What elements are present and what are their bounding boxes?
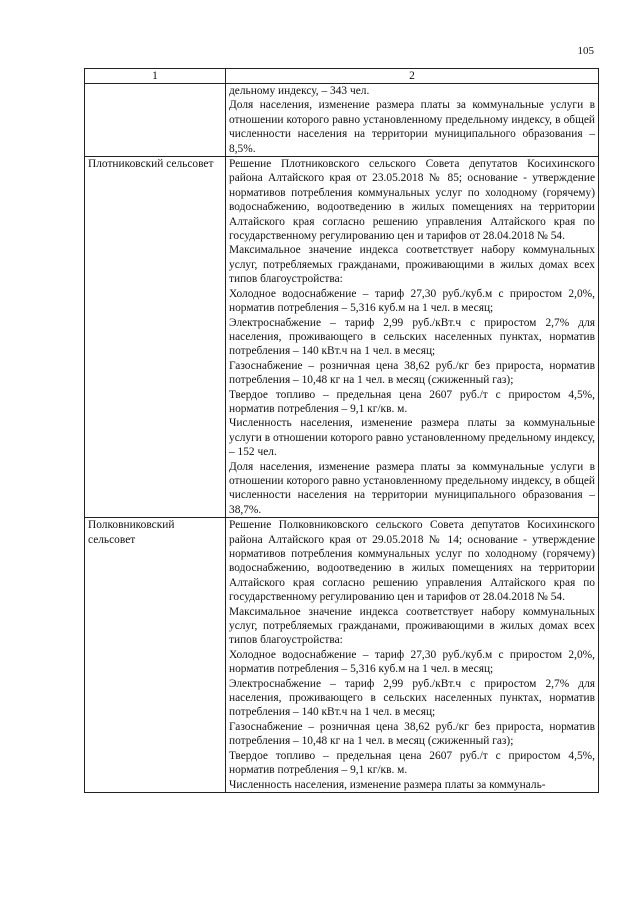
details-cell: [226, 518, 599, 793]
column-header-1: 1: [85, 69, 226, 84]
municipality-cell: Полковниковский сельсовет: [85, 518, 226, 793]
paragraph: Электроснабжение – тариф 2,99 руб./кВт.ч с приростом 2,7% для населения, проживающего в сельских населенных пунктах, норматив потребления – 140 кВт.ч на 1 чел. в месяц;: [229, 316, 595, 358]
details-cell: [226, 84, 599, 157]
paragraph: Численность населения, изменение размера платы за коммунальные услуги в отношении которого равно установленному предельному индексу, – 152 чел.: [229, 417, 595, 459]
table-row-plotnikovsky: [85, 157, 599, 518]
paragraph: Доля населения, изменение размера платы за коммунальные услуги в отношении которого равно установленному предельному индексу, в общей численности населения на территории муниципального образования – 8,5%.: [229, 99, 595, 155]
paragraph: Решение Полковниковского сельского Совета депутатов Косихинского района Алтайского края от 29.05.2018 № 14; основание - утверждение нормативов потребления коммунальных услуг по холодному (горячему) водоснабжению, водоотведению в жилых помещениях на территории Алтайского края согласно решению управления Алтайского края по государственному регулированию цен и тарифов от 28.04.2018 № 54.: [229, 519, 595, 604]
paragraph: Численность населения, изменение размера платы за коммуналь-: [229, 778, 546, 791]
municipality-cell: [85, 84, 226, 157]
paragraph: дельному индексу, – 343 чел.: [229, 85, 370, 97]
paragraph: Холодное водоснабжение – тариф 27,30 руб./куб.м с приростом 2,0%, норматив потребления – 5,316 куб.м на 1 чел. в месяц;: [229, 287, 595, 315]
paragraph: Газоснабжение – розничная цена 38,62 руб./кг без прироста, норматив потребления – 10,48 кг на 1 чел. в месяц (сжиженный газ);: [229, 720, 595, 748]
paragraph: Максимальное значение индекса соответствует набору коммунальных услуг, потребляемых гражданами, проживающими в жилых домах всех типов благоустройства:: [229, 605, 595, 647]
column-header-2: 2: [226, 69, 599, 84]
paragraph: Решение Плотниковского сельского Совета депутатов Косихинского района Алтайского края от 23.05.2018 № 85; основание - утверждение нормативов потребления коммунальных услуг по холодному (горячему) водоснабжению, водоотведению в жилых помещениях на территории Алтайского края согласно решению управления Алтайского края по государственному регулированию цен и тарифов от 28.04.2018 № 54.: [229, 158, 595, 243]
table-row-continuation: [85, 84, 599, 157]
table-header-row: [85, 69, 599, 84]
paragraph: Газоснабжение – розничная цена 38,62 руб./кг без прироста, норматив потребления – 10,48 кг на 1 чел. в месяц (сжиженный газ);: [229, 359, 595, 387]
page-number: 105: [577, 45, 594, 57]
tariff-table: [84, 68, 599, 793]
paragraph: Доля населения, изменение размера платы за коммунальные услуги в отношении которого равно установленному предельному индексу, в общей численности населения на территории муниципального образования – 38,7%.: [229, 460, 595, 516]
details-cell: [226, 157, 599, 518]
paragraph: Твердое топливо – предельная цена 2607 руб./т с приростом 4,5%, норматив потребления – 9,1 кг/кв. м.: [229, 388, 595, 415]
paragraph: Электроснабжение – тариф 2,99 руб./кВт.ч с приростом 2,7% для населения, проживающего в сельских населенных пунктах, норматив потребления – 140 кВт.ч на 1 чел. в месяц;: [229, 677, 595, 719]
municipality-cell: Плотниковский сельсовет: [85, 157, 226, 518]
paragraph: Твердое топливо – предельная цена 2607 руб./т с приростом 4,5%, норматив потребления – 9,1 кг/кв. м.: [229, 749, 595, 777]
table-row-polkovnikovsky: [85, 518, 599, 793]
paragraph: Холодное водоснабжение – тариф 27,30 руб./куб.м с приростом 2,0%, норматив потребления – 5,316 куб.м на 1 чел. в месяц;: [229, 648, 595, 676]
paragraph: Максимальное значение индекса соответствует набору коммунальных услуг, потребляемых гражданами, проживающими в жилых домах всех типов благоустройства:: [229, 244, 595, 286]
